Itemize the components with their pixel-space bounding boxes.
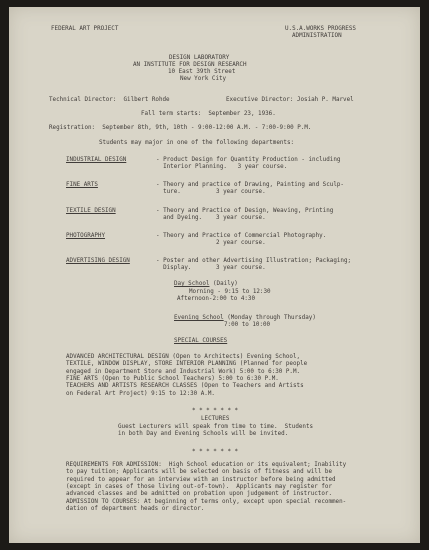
special-course-line: on Federal Art Project) 9:15 to 12:30 A.M. xyxy=(66,390,215,397)
day-school-suffix: (Daily) xyxy=(209,281,238,287)
header-federal-art-project: FEDERAL ART PROJECT xyxy=(51,26,119,32)
evening-school-hours: 7:00 to 10:00 xyxy=(224,322,271,328)
evening-school-title: Evening School xyxy=(174,315,224,321)
requirements-line: REQUIREMENTS FOR ADMISSION: High School education or its equivalent; Inability xyxy=(66,462,347,468)
institution-subtitle: AN INSTITUTE FOR DESIGN RESEARCH xyxy=(133,62,247,68)
department-name: FINE ARTS xyxy=(66,182,98,188)
special-courses-title: SPECIAL COURSES xyxy=(174,338,228,344)
header-wpa-line1: U.S.A.WORKS PROGRESS xyxy=(285,26,356,32)
departments-intro: Students may major in one of the following departments: xyxy=(99,140,295,146)
lectures-title: LECTURES xyxy=(201,416,230,422)
requirements-line: required to appear for an interview with an instructor before being admitted xyxy=(66,476,336,483)
department-desc-line2: and Dyeing. xyxy=(156,215,203,222)
institution-street: 10 East 39th Street xyxy=(168,69,236,75)
institution-city: New York City xyxy=(180,76,227,82)
requirements-line: to pay tuition; Applicants will be selected on basis of fitness and will be xyxy=(66,469,332,476)
department-years: 3 year course. xyxy=(216,215,266,222)
special-course-line: ADVANCED ARCHITECTURAL DESIGN (Open to Architects) Evening School, xyxy=(66,354,301,360)
separator-asterisks: * * * * * * * xyxy=(192,408,239,414)
department-name: ADVERTISING DESIGN xyxy=(66,258,130,264)
special-course-line: TEXTILE, WINDOW DISPLAY, STORE INTERIOR PLANNING (Planned for people xyxy=(66,361,308,368)
department-name: TEXTILE DESIGN xyxy=(66,208,116,214)
department-desc-line2: ture. xyxy=(156,189,181,196)
requirements-line: advanced classes and be admitted on probation upon judgement of instructor. xyxy=(66,491,332,498)
department-desc-line1: - Product Design for Quantity Production - including xyxy=(156,157,341,163)
technical-director: Technical Director: Gilbert Rohde xyxy=(49,97,170,103)
registration-dates: Registration: September 8th, 9th, 10th - 9:00-12:00 A.M. - 7:00-9:00 P.M. xyxy=(49,125,312,131)
department-name: PHOTOGRAPHY xyxy=(66,233,106,239)
institution-name: DESIGN LABORATORY xyxy=(169,55,230,61)
department-desc-line1: - Theory and Practice of Design, Weaving, Printing xyxy=(156,208,334,214)
requirements-line: dation of department heads or director. xyxy=(66,505,205,512)
lectures-line1: Guest Lecturers will speak from time to time. Students xyxy=(118,424,314,430)
department-desc-line1: - Theory and Practice of Commercial Photography. xyxy=(156,233,327,239)
special-course-line: FINE ARTS (Open to Public School Teachers) 5:00 to 6:30 P.M. xyxy=(66,375,279,382)
fall-term-start: Fall term starts: September 23, 1936. xyxy=(141,111,276,117)
department-years: 3 year course. xyxy=(216,189,266,196)
day-school-heading xyxy=(174,281,238,288)
department-desc-line1: - Theory and practice of Drawing, Painting and Sculp- xyxy=(156,182,344,188)
department-desc-line1: - Poster and other Advertising Illustration; Packaging; xyxy=(156,258,352,264)
separator-asterisks: * * * * * * * xyxy=(192,449,239,455)
department-desc-line2: Display. xyxy=(156,265,192,272)
header-wpa-line2: ADMINISTRATION xyxy=(292,33,342,39)
requirements-line: ADMISSION TO COURSES: At beginning of terms only, except upon special recommen- xyxy=(66,498,347,505)
evening-school-suffix: (Monday through Thursday) xyxy=(223,315,316,321)
document-page xyxy=(9,7,420,543)
day-school-afternoon: Afternoon-2:00 to 4:30 xyxy=(177,296,256,302)
department-years: 2 year course. xyxy=(216,240,266,247)
day-school-morning: Morning - 9:15 to 12:30 xyxy=(189,289,271,295)
special-course-line: TEACHERS AND ARTISTS RESEARCH CLASSES (Open to Teachers and Artists xyxy=(66,383,304,390)
department-name: INDUSTRIAL DESIGN xyxy=(66,157,127,163)
department-desc-line2: Interior Planning. 3 year course. xyxy=(156,164,288,171)
lectures-line2: in both Day and Evening Schools will be invited. xyxy=(118,431,289,438)
department-years: 3 year course. xyxy=(216,265,266,272)
executive-director: Executive Director: Josiah P. Marvel xyxy=(226,97,354,103)
day-school-title: Day School xyxy=(174,281,210,287)
special-course-line: engaged in Department Store and Industrial Work) 5:00 to 6:30 P.M. xyxy=(66,368,301,375)
requirements-line: (except in cases of those living out-of-town). Applicants may register for xyxy=(66,483,332,490)
